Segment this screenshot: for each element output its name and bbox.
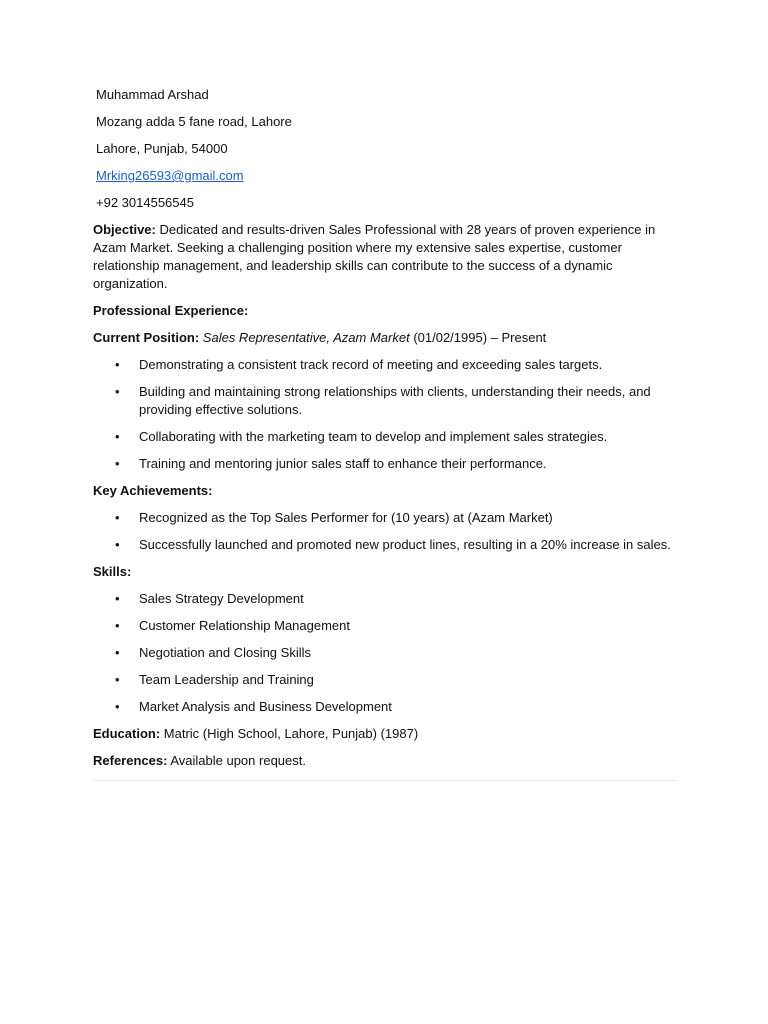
skill-item: • Market Analysis and Business Development (93, 698, 677, 716)
contact-phone: +92 3014556545 (96, 195, 194, 210)
achievements-heading: Key Achievements: (93, 483, 213, 498)
current-position-line (93, 329, 677, 347)
skill-item: • Customer Relationship Management (93, 617, 677, 635)
references-label: References: (93, 753, 168, 768)
references-text: Available upon request. (170, 753, 306, 768)
education-line (93, 725, 677, 743)
experience-bullet: • Collaborating with the marketing team to develop and implement sales strategies. (93, 428, 677, 446)
achievement-item: • Successfully launched and promoted new product lines, resulting in a 20% increase in sales. (93, 536, 677, 554)
experience-bullet: • Demonstrating a consistent track record of meeting and exceeding sales targets. (93, 356, 677, 374)
current-position-dates: (01/02/1995) – Present (413, 330, 547, 345)
experience-bullet: • Training and mentoring junior sales staff to enhance their performance. (93, 455, 677, 473)
skill-item: • Team Leadership and Training (93, 671, 677, 689)
skill-item: • Negotiation and Closing Skills (93, 644, 677, 662)
email-link[interactable]: Mrking26593@gmail.com (96, 168, 244, 183)
current-position-label: Current Position: (93, 330, 200, 345)
references-line (93, 752, 677, 770)
objective-section (93, 221, 677, 293)
current-position-title: Sales Representative, Azam Market (202, 330, 410, 345)
skill-item: • Sales Strategy Development (93, 590, 677, 608)
contact-address-line1: Mozang adda 5 fane road, Lahore (96, 114, 292, 129)
skills-heading: Skills: (93, 564, 132, 579)
objective-text: Dedicated and results-driven Sales Professional with 28 years of proven experience in Azam Market. Seeking a challenging position where my extensive sales expertise, customer relationship management, and leadership skills can contribute to the success of a dynamic organization. (93, 222, 656, 291)
experience-bullet: • Building and maintaining strong relationships with clients, understanding their needs, and providing effective solutions. (93, 383, 677, 419)
objective-label: Objective: (93, 222, 156, 237)
achievements-list (93, 509, 677, 554)
achievement-item: • Recognized as the Top Sales Performer for (10 years) at (Azam Market) (93, 509, 677, 527)
education-label: Education: (93, 726, 161, 741)
skills-list (93, 590, 677, 716)
education-text: Matric (High School, Lahore, Punjab) (1987) (163, 726, 419, 741)
contact-address-line2: Lahore, Punjab, 54000 (96, 141, 228, 156)
experience-bullet-list (93, 356, 677, 473)
experience-heading: Professional Experience: (93, 303, 249, 318)
divider (93, 780, 677, 781)
resume-document (93, 86, 677, 781)
contact-email-line (93, 167, 677, 185)
contact-name: Muhammad Arshad (96, 87, 209, 102)
